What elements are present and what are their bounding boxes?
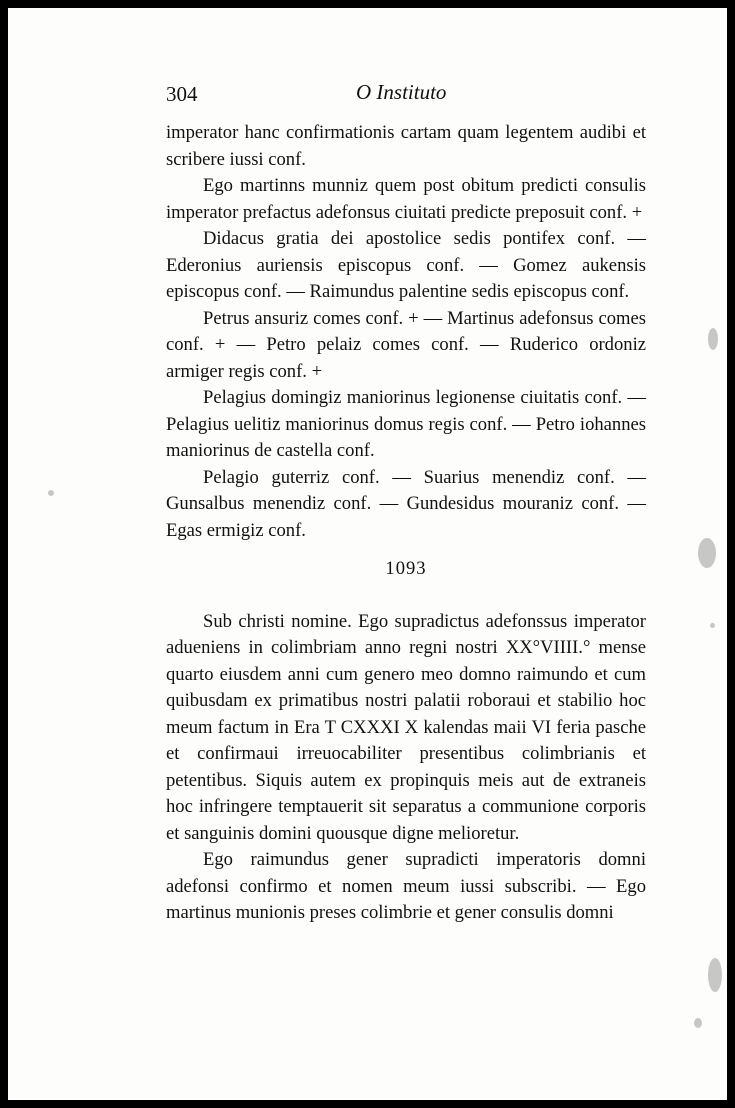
scan-speck xyxy=(694,1018,702,1028)
page-header xyxy=(166,78,646,112)
running-title: O Instituto xyxy=(356,80,447,104)
scan-speck xyxy=(48,490,54,496)
paragraph-raimundus: Ego raimundus gener supradicti imperatoris domni adefonsi confirmo et nomen meum iussi subscribi. — Ego martinus munionis preses colimbrie et gener consulis domni xyxy=(166,849,646,923)
document-page xyxy=(8,8,727,1100)
paragraph-martinns: Ego martinns munniz quem post obitum predicti consulis imperator prefactus adefonsus ciuitati predicte preposuit conf. + xyxy=(166,175,646,223)
year-heading: 1093 xyxy=(385,558,427,579)
body-text xyxy=(166,120,646,927)
page-number: 304 xyxy=(166,82,198,106)
scan-speck xyxy=(708,328,718,350)
scan-speck xyxy=(708,958,722,992)
paragraph-continuation: imperator hanc confirmationis cartam quam legentem audibi et scribere iussi conf. xyxy=(166,122,646,170)
paragraph-pelagio: Pelagio guterriz conf. — Suarius menendiz conf. — Gunsalbus menendiz conf. — Gundesidus mouraniz conf. — Egas ermigiz conf. xyxy=(166,466,646,541)
scan-speck xyxy=(698,538,716,568)
paragraph-petrus: Petrus ansuriz comes conf. + — Martinus adefonsus comes conf. + — Petro pelaiz comes conf. — Ruderico ordoniz armiger regis conf. + xyxy=(166,307,646,382)
paragraph-sub-christi: Sub christi nomine. Ego supradictus adefonssus imperator adueniens in colimbriam anno regni nostri XX°VIIII.° mense quarto eiusdem anni cum genero meo domno raimundo et cum quibusdam ex primatibus nostri palatii roboraui et stabilio hoc meum factum in Era T CXXXI X kalendas maii VI feria pasche et confirmaui irreuocabiliter presentibus colimbrianis et petentibus. Siquis autem ex propinquis meis aut de extraneis hoc infringere temptauerit sit separatus a communione corporis et sanguinis domini quousque digne melioretur. xyxy=(166,610,646,844)
scan-speck xyxy=(710,623,715,628)
paragraph-pelagius: Pelagius domingiz maniorinus legionense ciuitatis conf. — Pelagius uelitiz maniorinus domus regis conf. — Petro iohannes maniorinus de castella conf. xyxy=(166,387,646,461)
paragraph-didacus: Didacus gratia dei apostolice sedis pontifex conf. — Ederonius auriensis episcopus conf. — Gomez aukensis episcopus conf. — Raimundus palentine sedis episcopus conf. xyxy=(166,228,646,302)
